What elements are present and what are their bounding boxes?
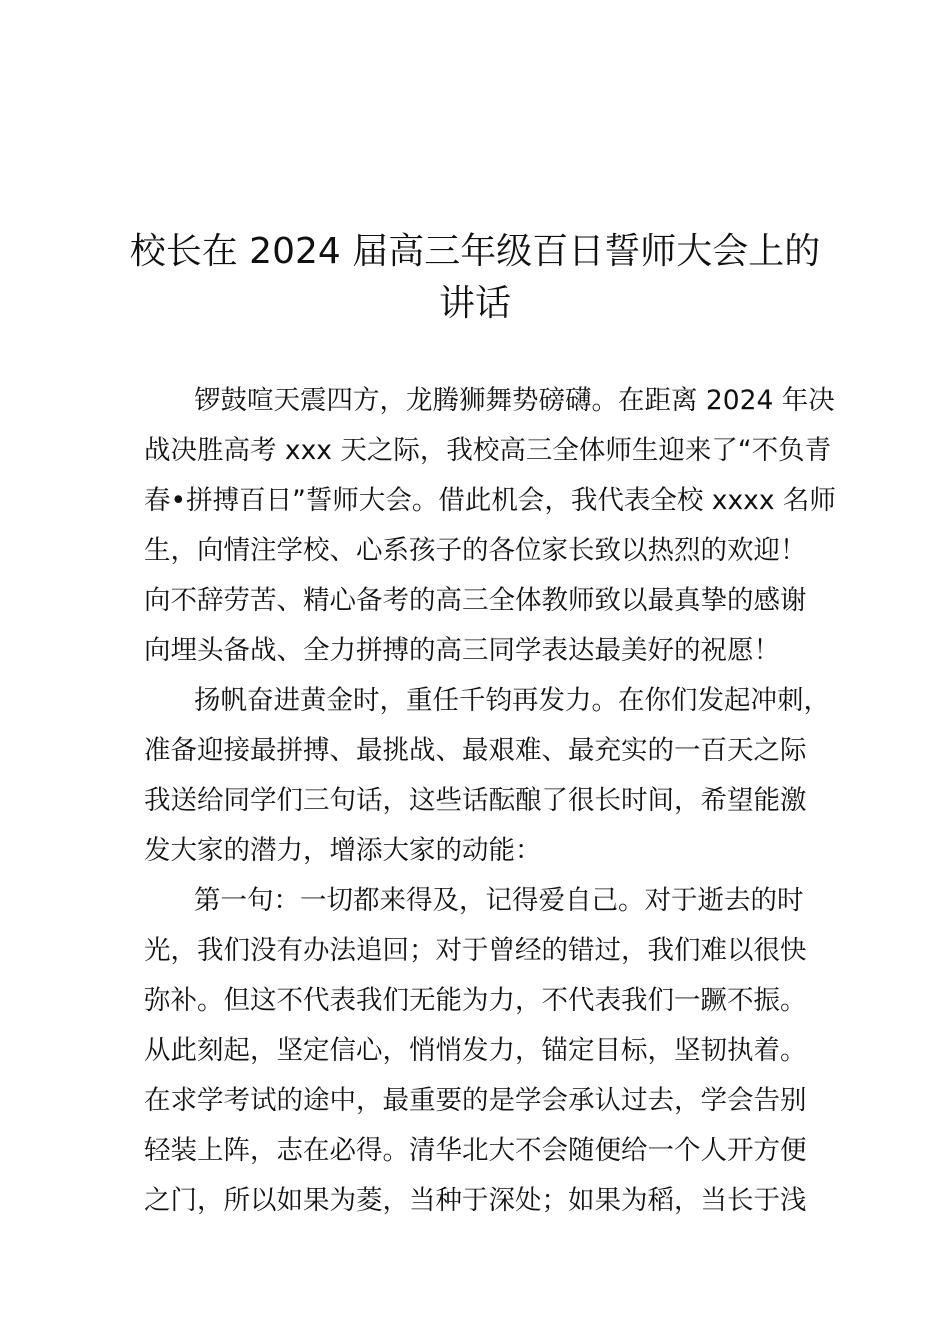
title-line-1: 校长在 2024 届高三年级百日誓师大会上的 [129,231,821,272]
body-line: 光，我们没有办法追回；对于曾经的错过，我们难以很快 [144,935,807,966]
body-line: 生，向情注学校、心系孩子的各位家长致以热烈的欢迎！ [144,535,807,566]
body-line: 春•拼搏百日”誓师大会。借此机会，我代表全校 xxxx 名师 [144,485,836,516]
body-line: 向不辞劳苦、精心备考的高三全体教师致以最真挚的感谢 [144,585,807,616]
body-line: 准备迎接最拼搏、最挑战、最艰难、最充实的一百天之际 [144,735,807,766]
body-line: 战决胜高考 xxx 天之际，我校高三全体师生迎来了“不负青 [144,435,832,466]
document-title [110,226,840,330]
body-line: 锣鼓喧天震四方，龙腾狮舞势磅礴。在距离 2024 年决 [194,385,835,416]
body-line: 我送给同学们三句话，这些话酝酿了很长时间，希望能激 [144,785,807,816]
body-line: 轻装上阵，志在必得。清华北大不会随便给一个人开方便 [144,1135,807,1166]
body-line: 弥补。但这不代表我们无能为力，不代表我们一蹶不振。 [144,985,807,1016]
body-line: 之门，所以如果为菱，当种于深处；如果为稻，当长于浅 [144,1185,807,1216]
body-line: 从此刻起，坚定信心，悄悄发力，锚定目标，坚韧执着。 [144,1035,807,1066]
body-line: 在求学考试的途中，最重要的是学会承认过去，学会告别 [144,1085,807,1116]
document-body [144,376,844,1226]
body-line: 发大家的潜力，增添大家的动能： [144,835,542,866]
body-line: 第一句：一切都来得及，记得爱自己。对于逝去的时 [194,885,804,916]
body-line: 扬帆奋进黄金时，重任千钧再发力。在你们发起冲刺， [194,685,830,716]
title-line-2: 讲话 [438,283,511,324]
body-line: 向埋头备战、全力拼搏的高三同学表达最美好的祝愿！ [144,635,780,666]
